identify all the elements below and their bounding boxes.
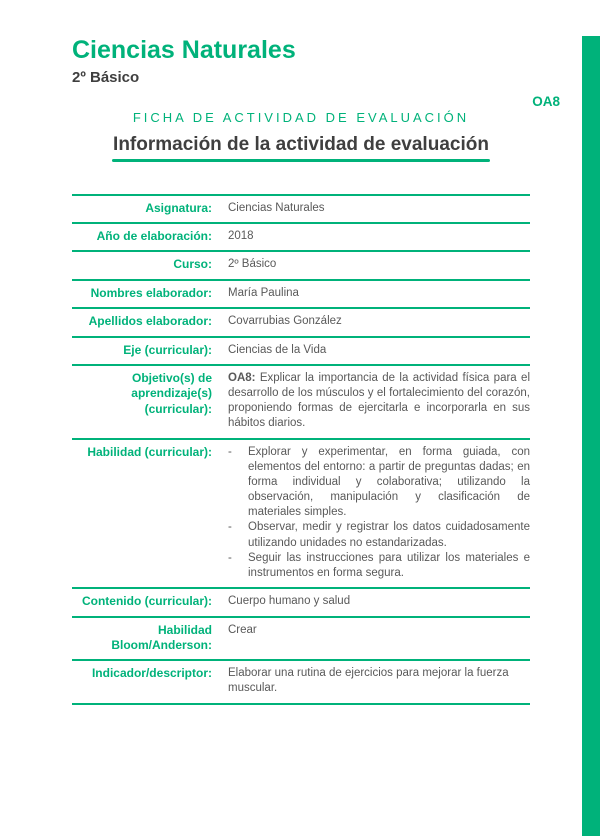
table-row-apellidos-elaborador bbox=[72, 307, 530, 335]
row-value: María Paulina bbox=[228, 286, 299, 299]
list-item-text: Explorar y experimentar, en forma guiada, con elementos del entorno: a partir de preguntas dadas; en forma individual y colaborativa; utilizando la observación, manipulación y clasificación de materiales simples. bbox=[248, 445, 530, 519]
row-label: Eje (curricular): bbox=[123, 342, 212, 357]
right-accent-bar bbox=[582, 36, 600, 836]
subject-title: Ciencias Naturales bbox=[72, 36, 296, 64]
row-value: Crear bbox=[228, 623, 257, 636]
table-row-indicador-descriptor bbox=[72, 659, 530, 702]
document-page bbox=[0, 36, 600, 705]
row-label: Indicador/descriptor: bbox=[91, 666, 212, 681]
row-label: Año de elaboración: bbox=[96, 229, 212, 244]
row-label: Nombres elaborador: bbox=[90, 285, 212, 300]
row-value: 2018 bbox=[228, 230, 254, 243]
table-row-asignatura bbox=[72, 194, 530, 222]
list-item-text: Seguir las instrucciones para utilizar los materiales e instrumentos en forma segura. bbox=[248, 551, 530, 579]
row-label: Asignatura: bbox=[145, 200, 212, 215]
page-title: Información de la actividad de evaluación bbox=[113, 133, 489, 155]
table-row-ano-elaboracion bbox=[72, 222, 530, 250]
list-item bbox=[228, 520, 530, 550]
table-row-nombres-elaborador bbox=[72, 279, 530, 307]
row-value bbox=[228, 371, 530, 432]
list-item-text: Observar, medir y registrar los datos cuidadosamente utilizando unidades no estandarizadas. bbox=[248, 521, 530, 549]
row-value: Ciencias Naturales bbox=[228, 201, 325, 214]
row-label: Contenido (curricular): bbox=[81, 594, 212, 609]
document-kicker: FICHA DE ACTIVIDAD DE EVALUACIÓN bbox=[132, 109, 470, 125]
info-table bbox=[72, 194, 530, 705]
list-item bbox=[228, 551, 530, 581]
row-value: Covarrubias González bbox=[228, 315, 342, 328]
document-header bbox=[72, 36, 530, 86]
row-label: Habilidad (curricular): bbox=[87, 444, 212, 459]
row-label: Habilidad Bloom/Anderson: bbox=[111, 622, 212, 652]
row-value: Ciencias de la Vida bbox=[228, 343, 327, 356]
table-row-curso bbox=[72, 250, 530, 278]
oa-description: Explicar la importancia de la actividad física para el desarrollo de los músculos y el fortalecimiento del corazón, proponiendo formas de ejercitarla e incorporarla en sus hábitos diarios. bbox=[228, 371, 531, 430]
oa-badge: OA8 bbox=[532, 94, 560, 109]
dash-marker: - bbox=[228, 445, 232, 458]
dash-marker: - bbox=[228, 521, 232, 534]
row-value: Cuerpo humano y salud bbox=[228, 595, 351, 608]
oa-code-prefix: OA8: bbox=[228, 371, 256, 384]
table-row-objetivos-aprendizaje bbox=[72, 364, 530, 438]
table-row-habilidad-curricular bbox=[72, 438, 530, 588]
table-row-eje-curricular bbox=[72, 336, 530, 364]
table-row-contenido-curricular bbox=[72, 587, 530, 615]
row-value: 2º Básico bbox=[228, 258, 277, 271]
row-label: Apellidos elaborador: bbox=[88, 314, 212, 329]
grade-subtitle: 2º Básico bbox=[72, 68, 140, 86]
row-label: Curso: bbox=[173, 257, 212, 272]
row-value bbox=[228, 445, 530, 582]
list-item bbox=[228, 445, 530, 521]
table-row-habilidad-bloom bbox=[72, 616, 530, 660]
dash-marker: - bbox=[228, 551, 232, 564]
row-value: Elaborar una rutina de ejercicios para mejorar la fuerza muscular. bbox=[228, 667, 509, 695]
row-label: Objetivo(s) de aprendizaje(s) (curricular): bbox=[131, 370, 212, 416]
title-underline bbox=[112, 159, 490, 162]
